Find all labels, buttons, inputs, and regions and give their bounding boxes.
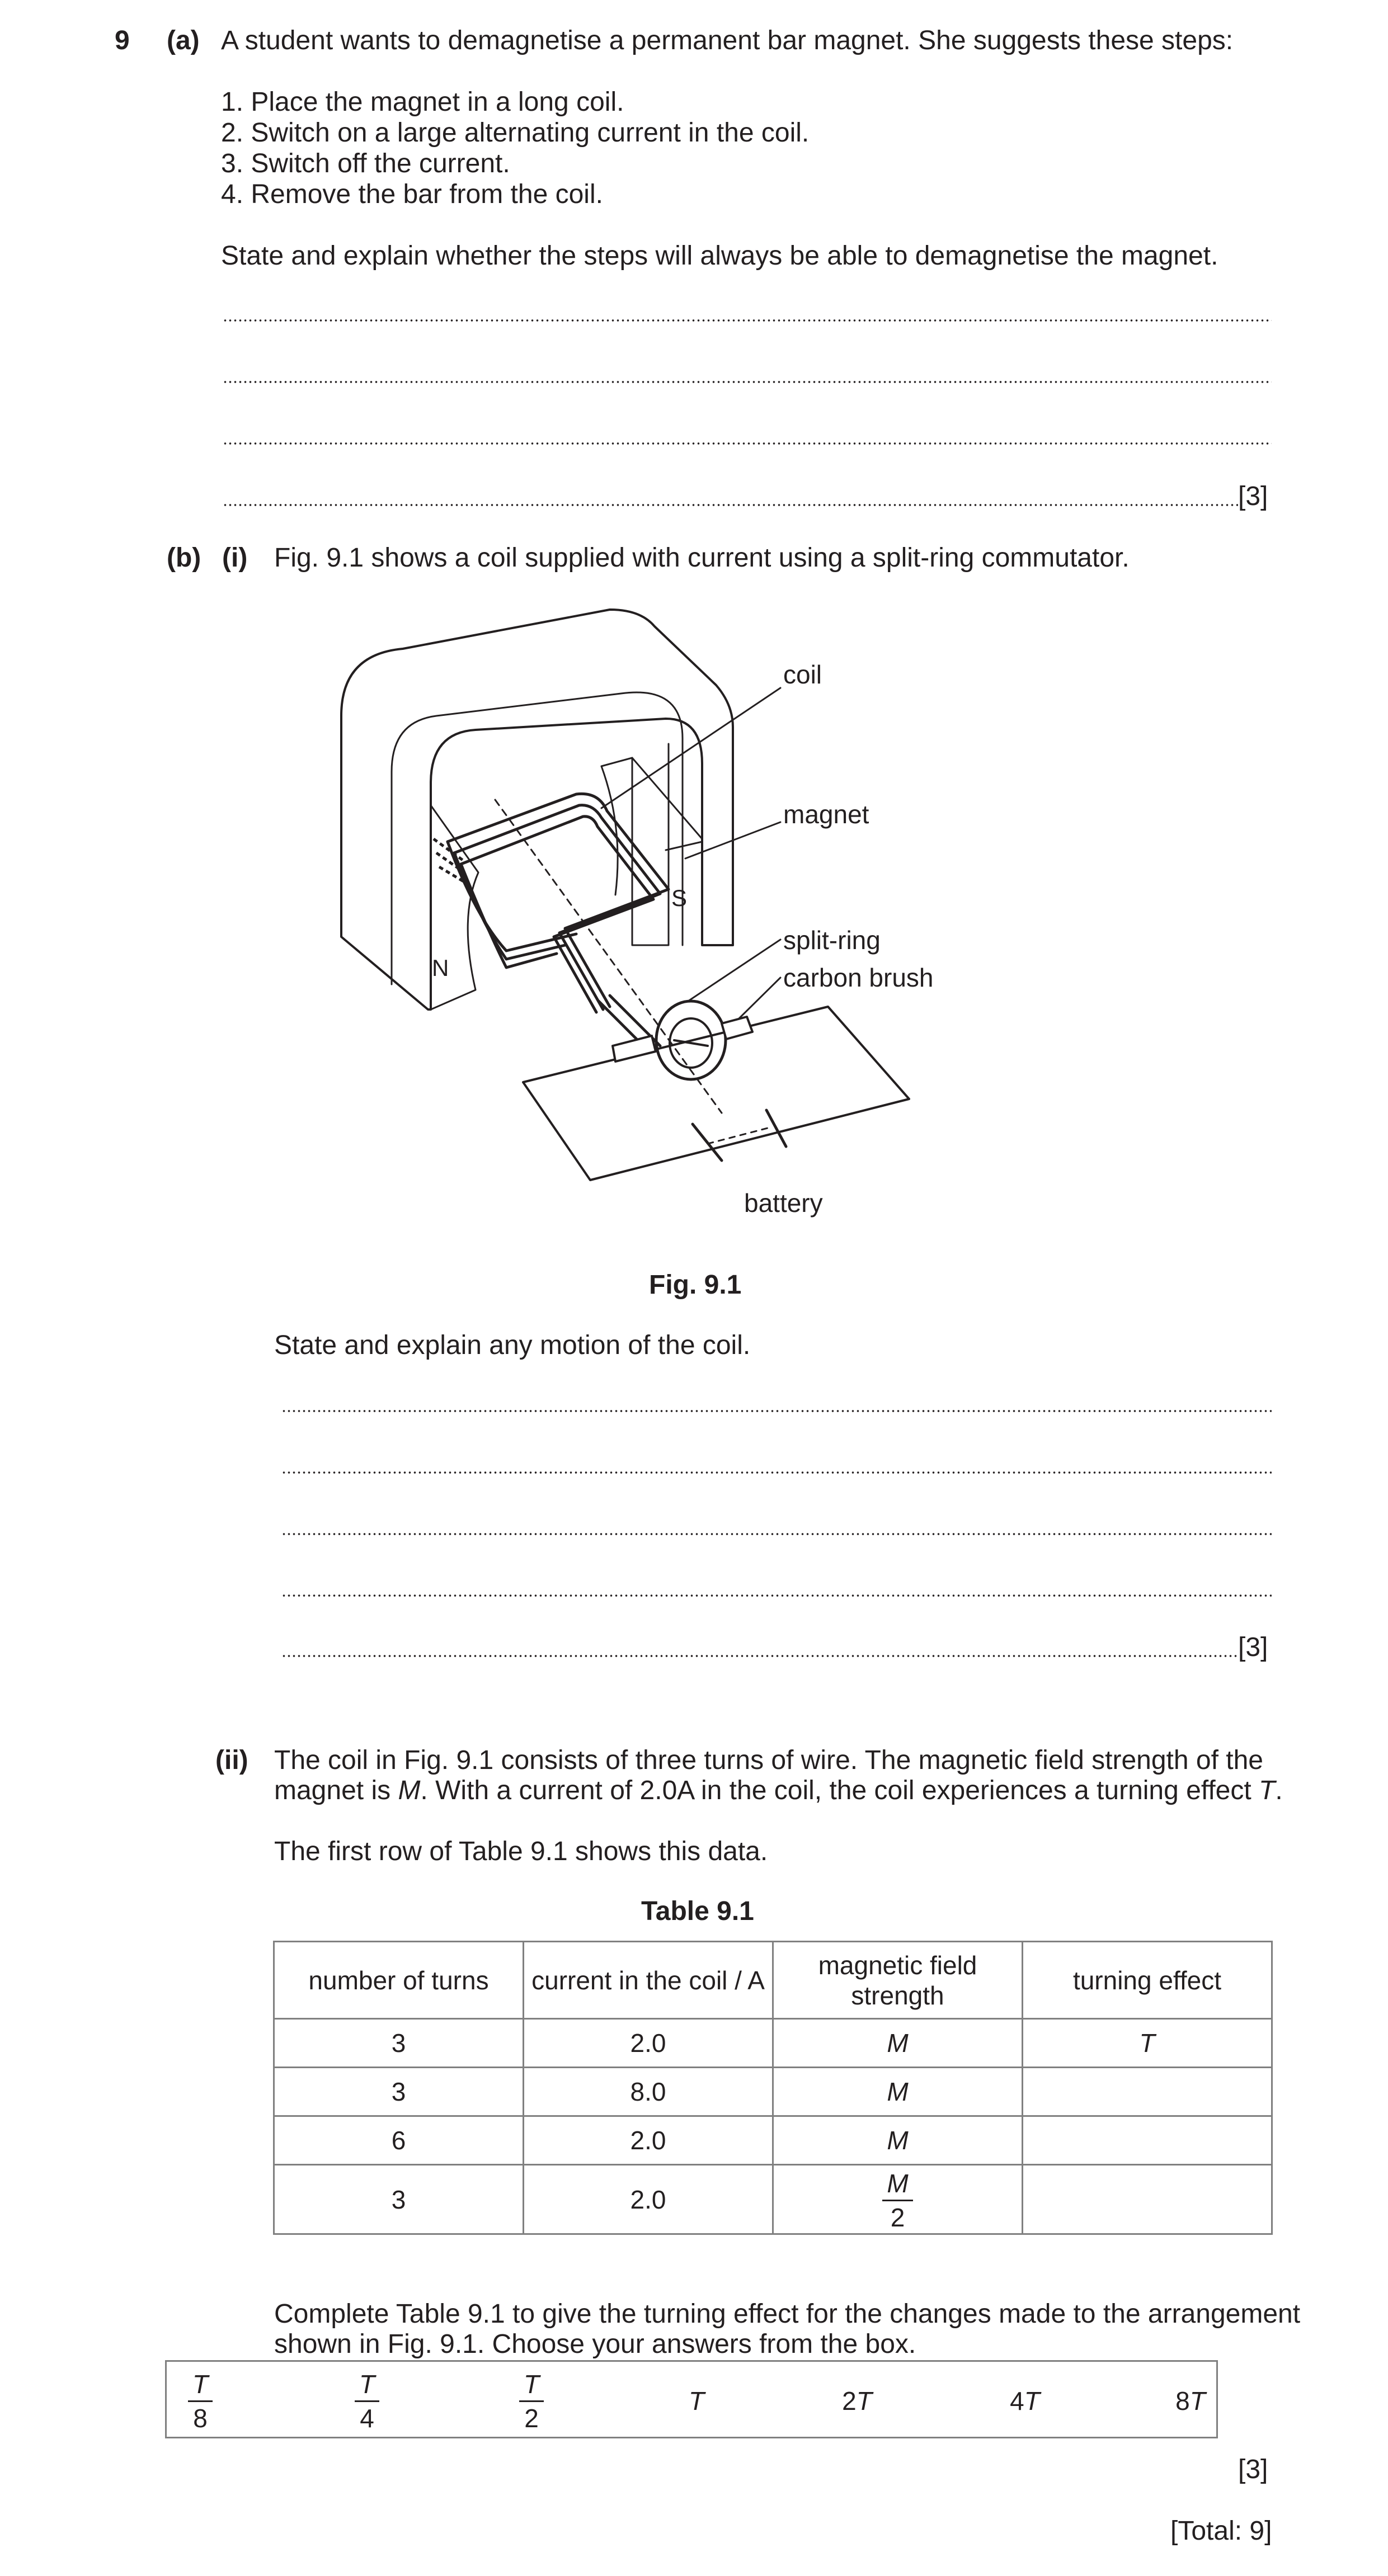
part-b-i-marks: [3] [1238, 1633, 1268, 1662]
cell-current: 2.0 [524, 2165, 773, 2234]
split-ring-label: split-ring [783, 926, 881, 955]
magnet-label: magnet [783, 800, 869, 829]
choice-t-over-2: $\frac{T}{2}$ [504, 2362, 559, 2440]
choice-2t: 2 T [842, 2386, 872, 2415]
cell-turns: 6 [274, 2116, 524, 2165]
cell-field: M [773, 2019, 1023, 2068]
coil-label: coil [783, 660, 822, 689]
figure-9-1 [0, 0, 1388, 1258]
cell-turns: 3 [274, 2165, 524, 2234]
answer-line[interactable] [281, 1409, 1272, 1413]
table-row [274, 2165, 1272, 2234]
answer-cell-turning-effect[interactable] [1023, 2068, 1272, 2116]
cell-field-fraction: $\frac{M}{2}$ [773, 2165, 1023, 2234]
cell-field: M [773, 2116, 1023, 2165]
cell-current: 2.0 [524, 2019, 773, 2068]
battery-label: battery [744, 1188, 823, 1218]
table-row [274, 2019, 1272, 2068]
question-number: 9 [115, 26, 130, 55]
battery-cell [693, 1124, 722, 1160]
choice-t: T [688, 2386, 705, 2415]
answer-cell-turning-effect[interactable] [1023, 2116, 1272, 2165]
part-b-i-intro: Fig. 9.1 shows a coil supplied with current using a split-ring commutator. [274, 543, 1130, 573]
cell-current: 8.0 [524, 2068, 773, 2116]
step-1: 1. Place the magnet in a long coil. [221, 87, 624, 117]
answer-line[interactable] [281, 1471, 1272, 1474]
part-b-label: (b) [167, 543, 201, 573]
cell-turning-effect: T [1023, 2019, 1272, 2068]
choice-4t: 4 T [1010, 2386, 1040, 2415]
header-current: current in the coil / A [524, 1942, 773, 2019]
pole-n-label: N [432, 955, 449, 981]
table-header-row [274, 1942, 1272, 2019]
part-b-i-task: State and explain any motion of the coil. [274, 1331, 751, 1360]
step-2: 2. Switch on a large alternating current in the coil. [221, 118, 810, 148]
part-a-task: State and explain whether the steps will always be able to demagnetise the magnet. [221, 241, 1218, 271]
choice-t-over-4: $\frac{T}{4}$ [339, 2362, 395, 2440]
carbon-brush-leader [738, 978, 780, 1019]
coil-leader [601, 688, 780, 808]
header-number-of-turns: number of turns [274, 1942, 524, 2019]
step-3: 3. Switch off the current. [221, 149, 510, 178]
pole-s-label: S [671, 885, 688, 911]
cell-current: 2.0 [524, 2116, 773, 2165]
answer-choice-box [165, 2360, 1218, 2438]
header-turning-effect: turning effect [1023, 1942, 1272, 2019]
part-a-intro: A student wants to demagnetise a permanent bar magnet. She suggests these steps: [221, 26, 1234, 55]
part-b-ii-label: (ii) [215, 1745, 248, 1775]
carbon-brush [613, 1036, 656, 1061]
header-field-strength: magnetic field strength [773, 1942, 1023, 2019]
cell-turns: 3 [274, 2019, 524, 2068]
cell-field: M [773, 2068, 1023, 2116]
total-marks: [Total: 9] [1170, 2516, 1272, 2546]
carbon-brush-label: carbon brush [783, 963, 934, 992]
table-row [274, 2116, 1272, 2165]
part-b-ii-text-line1: The coil in Fig. 9.1 consists of three turns of wire. The magnetic field strength of the [274, 1745, 1263, 1775]
choice-t-over-8: $\frac{T}{8}$ [172, 2362, 228, 2440]
part-b-i-label: (i) [222, 543, 248, 573]
answer-line[interactable] [281, 1532, 1272, 1536]
part-a-marks: [3] [1238, 482, 1268, 511]
answer-line[interactable] [281, 1654, 1238, 1658]
cell-turns: 3 [274, 2068, 524, 2116]
table-row [274, 2068, 1272, 2116]
part-a-label: (a) [167, 26, 200, 55]
instruction-line2: shown in Fig. 9.1. Choose your answers from the box. [274, 2329, 916, 2359]
first-row-note: The first row of Table 9.1 shows this data. [274, 1837, 768, 1866]
figure-caption: Fig. 9.1 [649, 1270, 742, 1300]
answer-line[interactable] [281, 1594, 1272, 1597]
choice-8t: 8 T [1175, 2386, 1206, 2415]
part-b-ii-text-line2: magnet is M. With a current of 2.0A in the coil, the coil experiences a turning effect T. [274, 1776, 1283, 1805]
table-9-1 [273, 1941, 1273, 2235]
answer-cell-turning-effect[interactable] [1023, 2165, 1272, 2234]
instruction-line1: Complete Table 9.1 to give the turning effect for the changes made to the arrangement [274, 2299, 1301, 2329]
part-b-ii-marks: [3] [1238, 2455, 1268, 2484]
table-title: Table 9.1 [641, 1896, 754, 1926]
step-4: 4. Remove the bar from the coil. [221, 180, 603, 209]
